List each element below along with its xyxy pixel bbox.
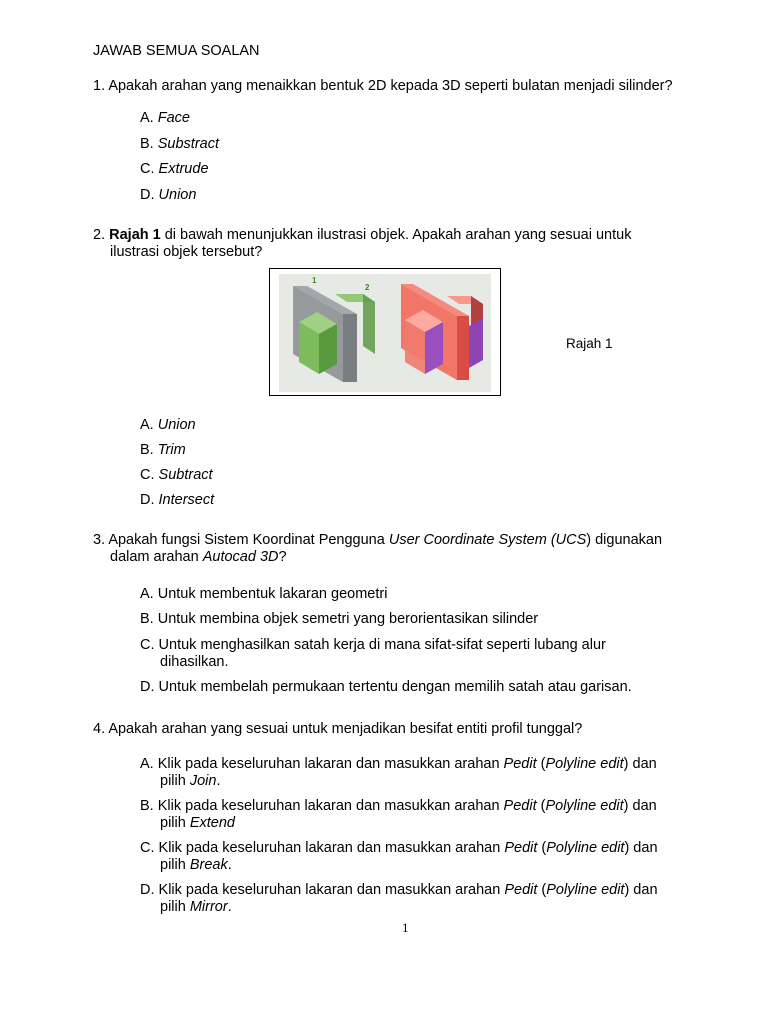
page-number: 1 <box>402 920 409 935</box>
q3-option-c: C. Untuk menghasilkan satah kerja di mana sifat-sifat seperti lubang alur dihasilkan. <box>140 637 606 670</box>
page-heading: JAWAB SEMUA SOALAN <box>93 43 260 59</box>
figure-caption: Rajah 1 <box>566 336 613 351</box>
q1-option-c: C. Extrude <box>140 161 209 177</box>
q3-option-a: A. Untuk membentuk lakaran geometri <box>140 586 388 602</box>
figure-label-1: 1 <box>312 276 317 285</box>
q4-option-d: D. Klik pada keseluruhan lakaran dan masukkan arahan Pedit (Polyline edit) dan pilih Mirror. <box>140 882 658 915</box>
rajah-1-figure <box>269 268 501 396</box>
q3-option-b: B. Untuk membina objek semetri yang berorientasikan silinder <box>140 611 539 627</box>
question-3: 3. Apakah fungsi Sistem Koordinat Pengguna User Coordinate System (UCS) digunakan dalam arahan Autocad 3D? <box>93 532 663 565</box>
q1-option-d: D. Union <box>140 187 197 203</box>
q2-option-b: B. Trim <box>140 442 186 458</box>
q1-option-b: B. Substract <box>140 136 219 152</box>
solids-illustration <box>279 274 491 392</box>
q4-option-a: A. Klik pada keseluruhan lakaran dan masukkan arahan Pedit (Polyline edit) dan pilih Join. <box>140 756 657 789</box>
figure-label-2: 2 <box>365 283 370 292</box>
q2-option-a: A. Union <box>140 417 196 433</box>
q2-option-c: C. Subtract <box>140 467 213 483</box>
question-1: 1. Apakah arahan yang menaikkan bentuk 2D kepada 3D seperti bulatan menjadi silinder? <box>93 78 673 94</box>
question-4: 4. Apakah arahan yang sesuai untuk menjadikan besifat entiti profil tunggal? <box>93 721 583 737</box>
q2-option-d: D. Intersect <box>140 492 215 508</box>
q1-option-a: A. Face <box>140 110 190 126</box>
q3-option-d: D. Untuk membelah permukaan tertentu dengan memilih satah atau garisan. <box>140 679 632 695</box>
q4-option-c: C. Klik pada keseluruhan lakaran dan masukkan arahan Pedit (Polyline edit) dan pilih Break. <box>140 840 658 873</box>
q4-option-b: B. Klik pada keseluruhan lakaran dan masukkan arahan Pedit (Polyline edit) dan pilih Extend <box>140 798 657 831</box>
question-2: 2. Rajah 1 di bawah menunjukkan ilustrasi objek. Apakah arahan yang sesuai untuk ilustrasi objek tersebut? <box>93 227 632 260</box>
